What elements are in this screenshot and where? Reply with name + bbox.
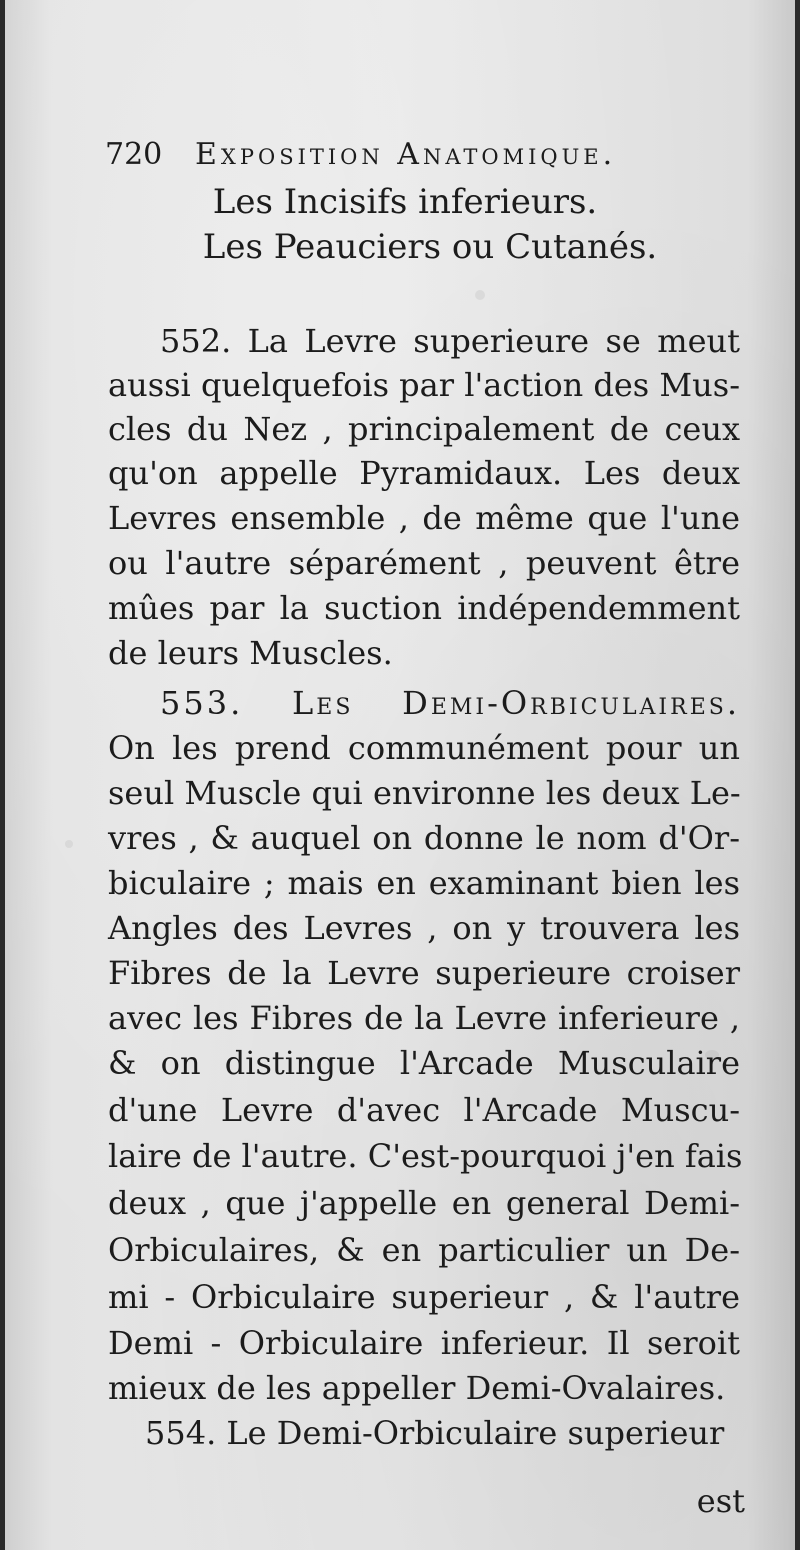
text-line: mûes par la suction indépendemment [108,589,740,627]
text-line: d'une Levre d'avec l'Arcade Muscu- [108,1091,740,1129]
text-line: ou l'autre séparément , peuvent être [108,544,740,582]
running-title: Exposition Anatomique. [195,137,617,172]
text-line: mi - Orbiculaire superieur , & l'autre [108,1278,740,1316]
catchword: est [696,1482,745,1520]
subheading-incisifs: Les Incisifs inferieurs. [212,182,598,222]
text-line: biculaire ; mais en examinant bien les [108,864,740,902]
text-line: cles du Nez , principalement de ceux [108,410,740,448]
running-head [105,128,765,178]
book-page [5,0,795,1550]
text-line: avec les Fibres de la Levre inferieure , [108,999,740,1037]
text-line: deux , que j'appelle en general Demi- [108,1184,740,1222]
subheading-peauciers: Les Peauciers ou Cutanés. [202,227,658,267]
text-line: Angles des Levres , on y trouvera les [108,909,740,947]
text-line: mieux de les appeller Demi-Ovalaires. [108,1369,726,1407]
text-line: seul Muscle qui environne les deux Le- [108,774,741,812]
text-line: Levres ensemble , de même que l'une [108,499,740,537]
text-line: aussi quelquefois par l'action des Mus- [108,366,740,404]
section-heading-553: 553. Les Demi-Orbiculaires. [160,684,740,722]
text-line: qu'on appelle Pyramidaux. Les deux [108,454,740,492]
text-line: vres , & auquel on donne le nom d'Or- [108,819,740,857]
text-line: & on distingue l'Arcade Musculaire [108,1044,740,1082]
text-line: laire de l'autre. C'est-pourquoi j'en fais [108,1137,743,1175]
text-line: Demi - Orbiculaire inferieur. Il seroit [108,1324,740,1362]
text-line: 552. La Levre superieure se meut [160,322,740,360]
text-line: Orbiculaires, & en particulier un De- [108,1231,740,1269]
page-number: 720 [105,137,163,172]
text-line: 554. Le Demi-Orbiculaire superieur [145,1414,725,1452]
text-line: Fibres de la Levre superieure croiser [108,954,740,992]
text-line: On les prend communément pour un [108,729,740,767]
text-line: de leurs Muscles. [108,634,393,672]
